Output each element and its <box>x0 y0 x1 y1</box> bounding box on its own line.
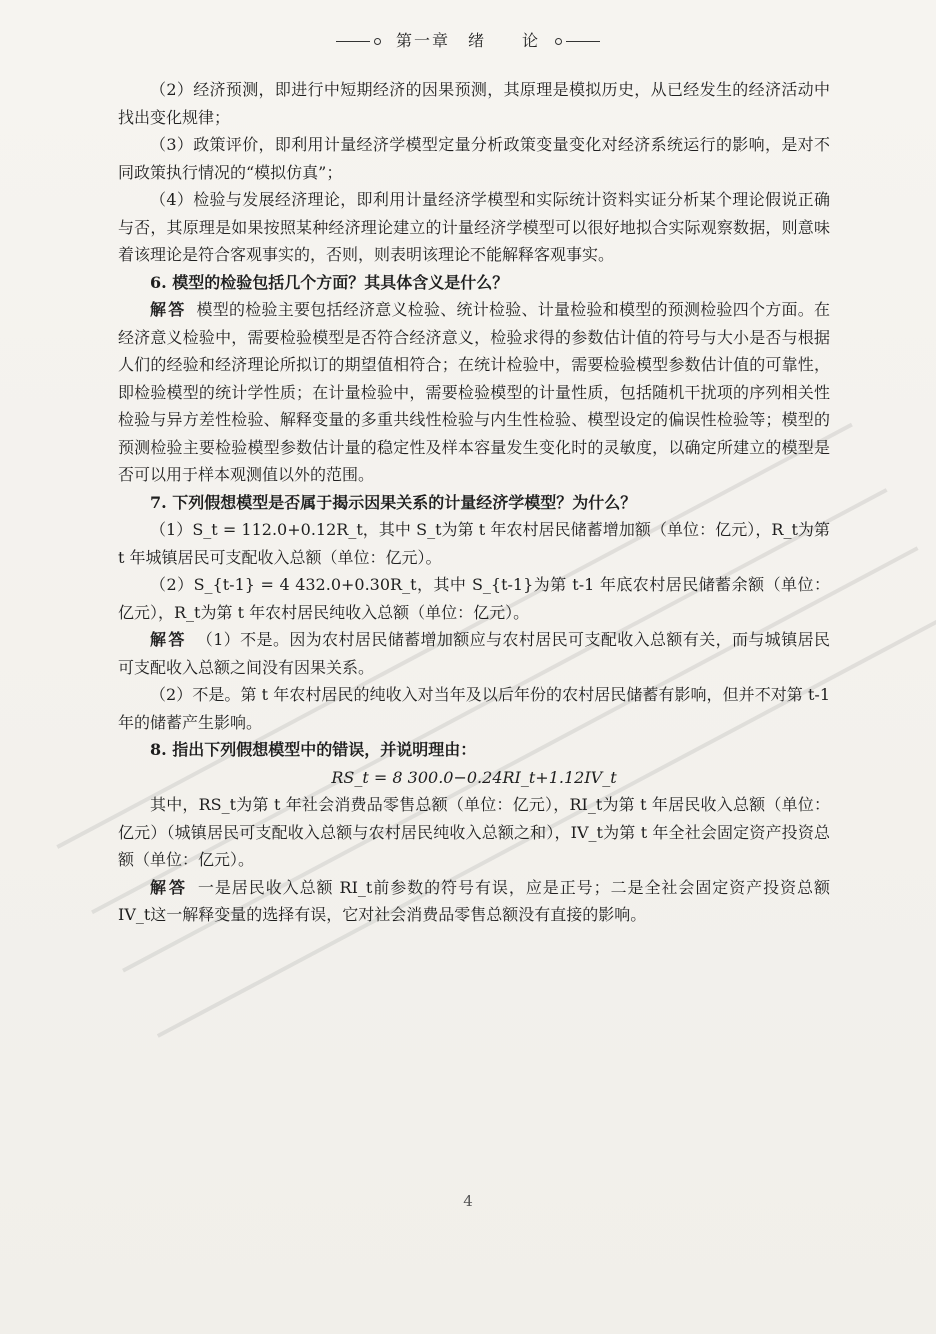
answer-label: 解答 <box>150 877 188 897</box>
answer-label: 解答 <box>150 630 187 649</box>
answer-label: 解答 <box>150 300 187 319</box>
header-dot-right <box>555 38 562 45</box>
question-7-item-1: （1）S_t = 112.0+0.12R_t，其中 S_t为第 t 年农村居民储蓄增加额（单位：亿元），R_t为第 t 年城镇居民可支配收入总额（单位：亿元）。 <box>118 520 830 567</box>
paragraph-policy-evaluation: （3）政策评价，即利用计量经济学模型定量分析政策变量变化对经济系统运行的影响，是对不同政策执行情况的“模拟仿真”； <box>118 135 830 182</box>
chapter-title: 第一章 绪 论 <box>395 31 540 50</box>
answer-7-part-2: （2）不是。第 t 年农村居民的纯收入对当年及以后年份的农村居民储蓄有影响，但并不对第 t-1 年的储蓄产生影响。 <box>118 685 830 732</box>
paragraph-economic-forecast: （2）经济预测，即进行中短期经济的因果预测，其原理是模拟历史，从已经发生的经济活动中找出变化规律； <box>118 80 830 127</box>
question-7-item-2: （2）S_{t-1} = 4 432.0+0.30R_t，其中 S_{t-1}为第 t-1 年底农村居民储蓄余额（单位：亿元），R_t为第 t 年农村居民纯收入总额（单位：亿元）。 <box>118 575 830 622</box>
page-body <box>118 76 830 929</box>
header-rule-right <box>566 41 600 42</box>
answer-8 <box>118 874 830 929</box>
running-header <box>0 28 936 51</box>
paragraph-theory-testing: （4）检验与发展经济理论，即利用计量经济学模型和实际统计资料实证分析某个理论假说正确与否，其原理是如果按照某种经济理论建立的计量经济学模型可以很好地拟合实际观察数据，则意味着该理论是符合客观事实的，否则，则表明该理论不能解释客观事实。 <box>118 190 830 264</box>
question-7: 7. 下列假想模型是否属于揭示因果关系的计量经济学模型？为什么？ <box>150 492 637 512</box>
answer-6 <box>118 296 830 489</box>
answer-6-text: 模型的检验主要包括经济意义检验、统计检验、计量检验和模型的预测检验四个方面。在经济意义检验中，需要检验模型是否符合经济意义，检验求得的参数估计值的符号与大小是否与根据人们的经验和经济理论所拟订的期望值相符合；在统计检验中，需要检验模型参数估计值的可靠性，即检验模型的统计学性质；在计量检验中，需要检验模型的计量性质，包括随机干扰项的序列相关性检验与异方差性检验、解释变量的多重共线性检验与内生性检验、模型设定的偏误性检验等；模型的预测检验主要检验模型参数估计量的稳定性及样本容量发生变化时的灵敏度，以确定所建立的模型是否可以用于样本观测值以外的范围。 <box>118 300 830 484</box>
answer-8-text: 一是居民收入总额 RI_t前参数的符号有误，应是正号；二是全社会固定资产投资总额 IV_t这一解释变量的选择有误，它对社会消费品零售总额没有直接的影响。 <box>118 877 830 924</box>
page-number: 4 <box>463 1192 473 1210</box>
question-8-explanation: 其中，RS_t为第 t 年社会消费品零售总额（单位：亿元），RI_t为第 t 年居民收入总额（单位：亿元）（城镇居民可支配收入总额与农村居民纯收入总额之和），IV_t为第 t 年全社会固定资产投资总额（单位：亿元）。 <box>118 795 830 869</box>
question-6: 6. 模型的检验包括几个方面？其具体含义是什么？ <box>150 272 509 292</box>
header-rule-left <box>336 41 370 42</box>
answer-7-part-1-text: （1）不是。因为农村居民储蓄增加额应与农村居民可支配收入总额有关，而与城镇居民可支配收入总额之间没有因果关系。 <box>118 630 830 677</box>
header-dot-left <box>374 38 381 45</box>
question-8: 8. 指出下列假想模型中的错误，并说明理由： <box>150 740 477 759</box>
model-formula: RS_t = 8 300.0−0.24RI_t+1.12IV_t <box>331 767 617 787</box>
answer-7-part-1 <box>118 626 830 681</box>
